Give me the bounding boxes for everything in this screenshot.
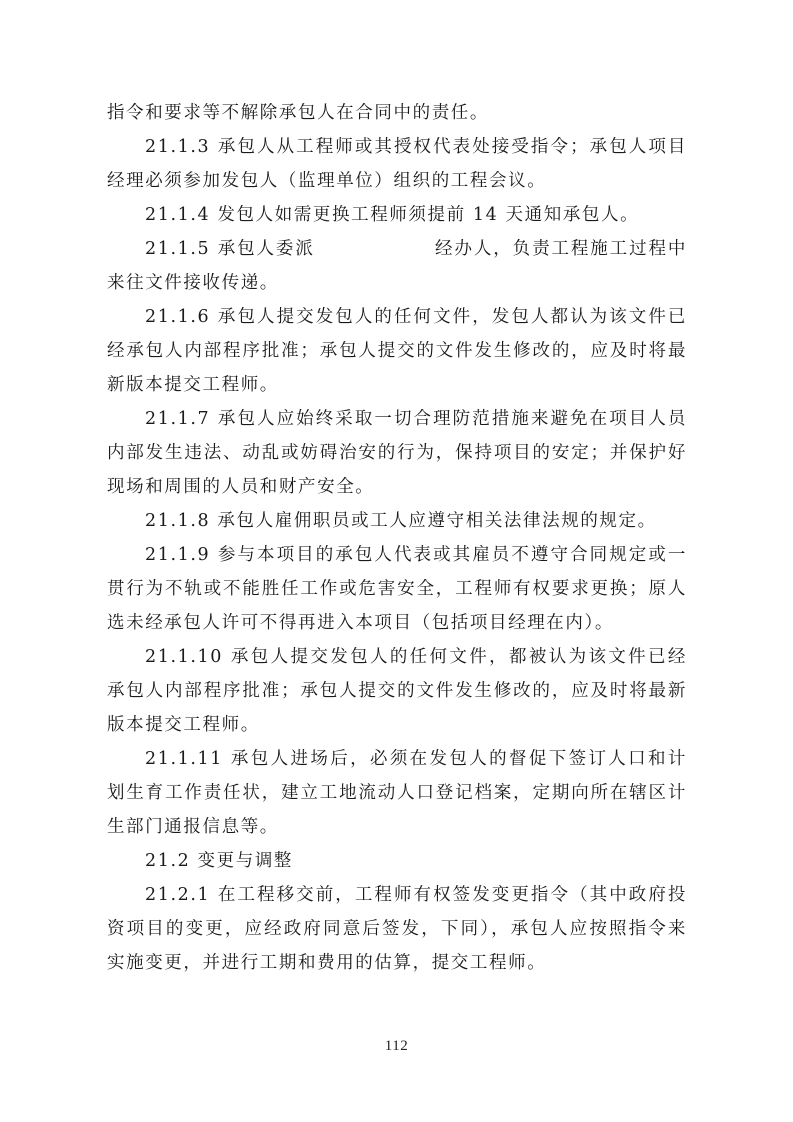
paragraph-21-1-11: 21.1.11 承包人进场后，必须在发包人的督促下签订人口和计划生育工作责任状，建立工地流动人口登记档案，定期向所在辖区计生部门通报信息等。 — [107, 749, 687, 837]
paragraph-21-1-4: 21.1.4 发包人如需更换工程师须提前 14 天通知承包人。 — [145, 205, 640, 225]
paragraph-continuation: 指令和要求等不解除承包人在合同中的责任。 — [107, 103, 489, 123]
paragraph-21-1-3: 21.1.3 承包人从工程师或其授权代表处接受指令；承包人项目经理必须参加发包人（监理单位）组织的工程会议。 — [107, 137, 687, 191]
paragraph-21-1-9: 21.1.9 参与本项目的承包人代表或其雇员不遵守合同规定或一贯行为不轨或不能胜任工作或危害安全，工程师有权要求更换；原人选未经承包人许可不得再进入本项目（包括项目经理在内）。 — [107, 545, 687, 633]
paragraph-21-1-5-before: 21.1.5 承包人委派 — [145, 239, 315, 259]
paragraph-21-1-6: 21.1.6 承包人提交发包人的任何文件，发包人都认为该文件已经承包人内部程序批准；承包人提交的文件发生修改的，应及时将最新版本提交工程师。 — [107, 307, 687, 395]
paragraph-21-1-5 — [107, 232, 687, 300]
paragraph-21-2-1: 21.2.1 在工程移交前，工程师有权签发变更指令（其中政府投资项目的变更，应经政府同意后签发，下同），承包人应按照指令来实施变更，并进行工期和费用的估算，提交工程师。 — [107, 885, 687, 973]
paragraph-21-1-5-after: 经办人，负责工程施工过程中来往文件接收传递。 — [107, 239, 687, 293]
page-number: 112 — [384, 1038, 409, 1054]
section-heading-21-2: 21.2 变更与调整 — [145, 851, 294, 871]
paragraph-21-1-10: 21.1.10 承包人提交发包人的任何文件，都被认为该文件已经承包人内部程序批准；承包人提交的文件发生修改的，应及时将最新版本提交工程师。 — [107, 647, 687, 735]
paragraph-21-1-7: 21.1.7 承包人应始终采取一切合理防范措施来避免在项目人员内部发生违法、动乱或妨碍治安的行为，保持项目的安定；并保护好现场和周围的人员和财产安全。 — [107, 409, 687, 497]
document-body — [107, 96, 687, 980]
paragraph-21-1-8: 21.1.8 承包人雇佣职员或工人应遵守相关法律法规的规定。 — [145, 511, 657, 531]
